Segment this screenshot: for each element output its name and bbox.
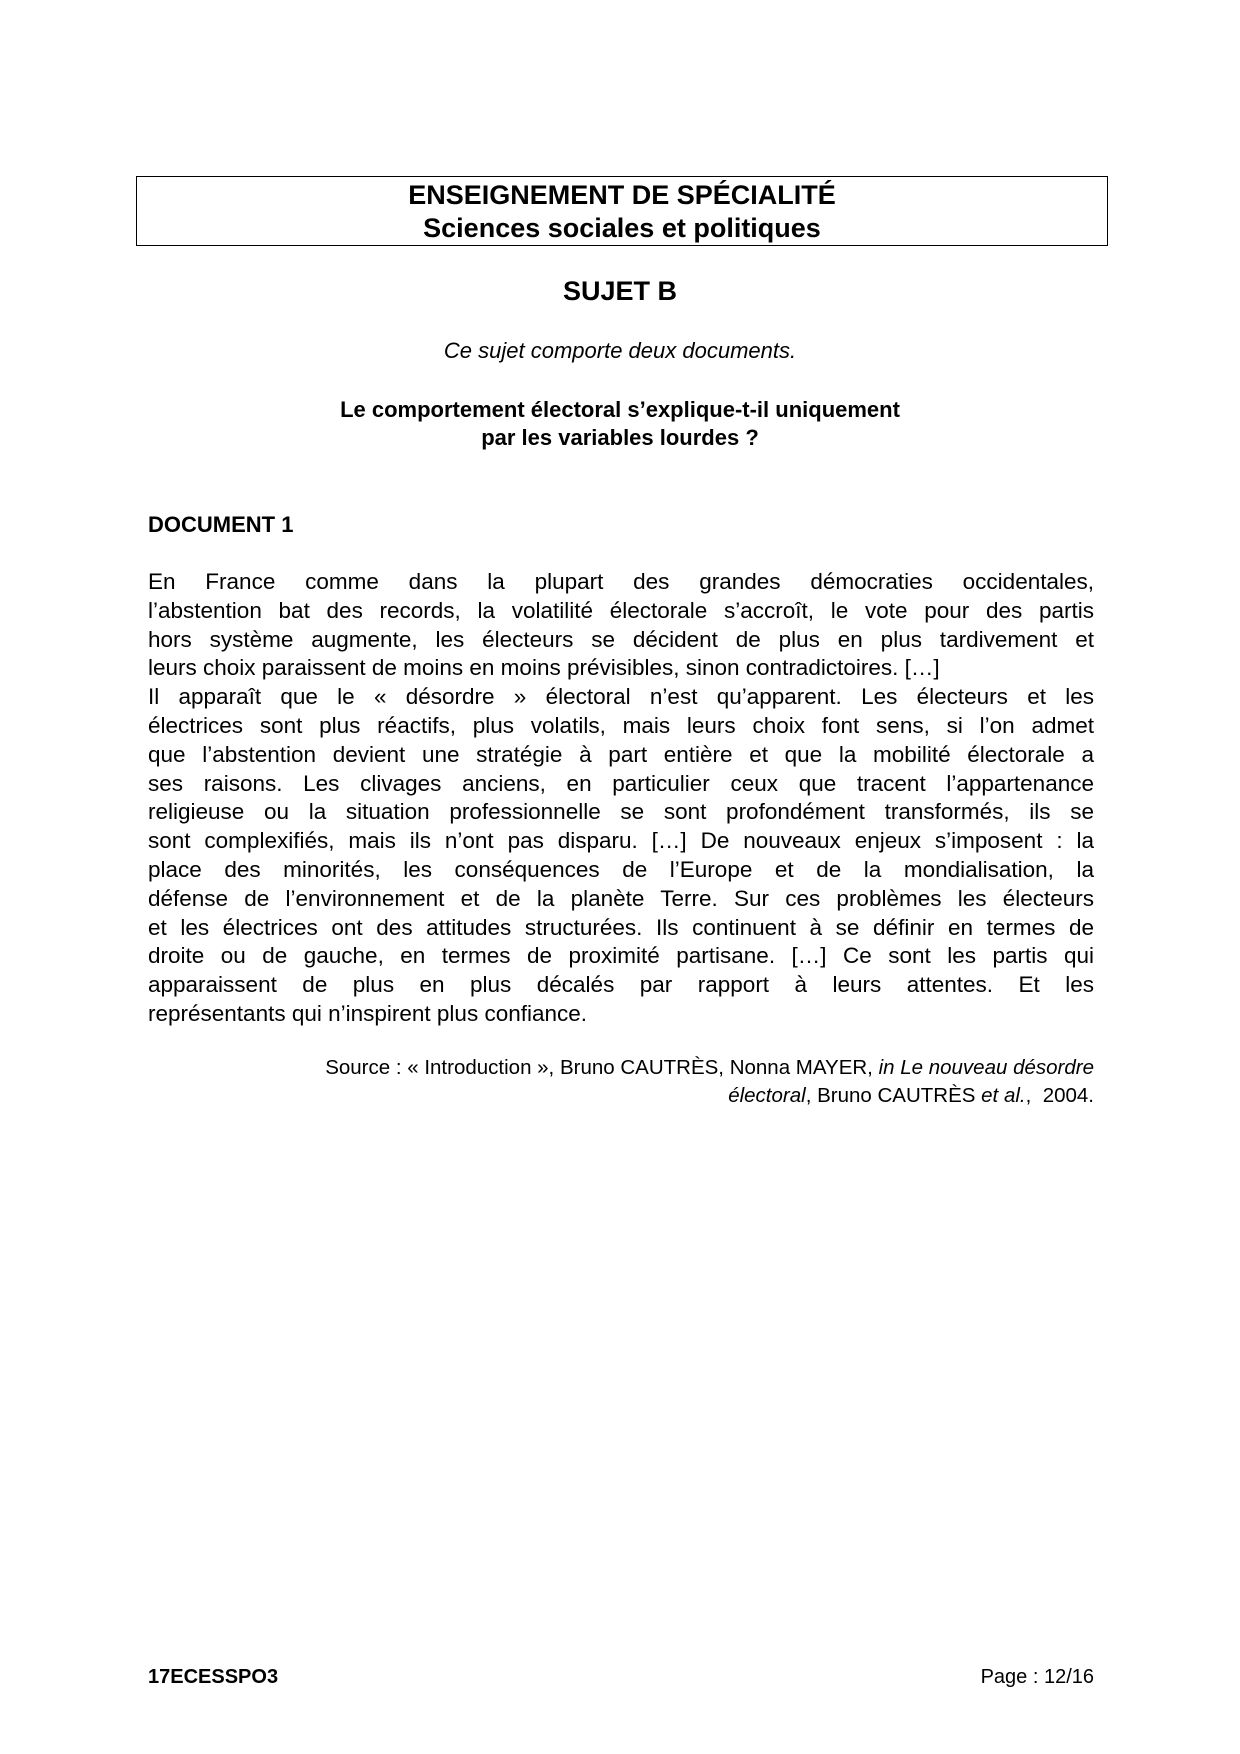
source-prefix: Source : « Introduction », Bruno CAUTRÈS, Nonna MAYER, xyxy=(325,1056,879,1079)
footer-code: 17ECESSPO3 xyxy=(148,1666,279,1688)
body-line: sont complexifiés, mais ils n’ont pas disparu. […] De nouveaux enjeux s’imposent : la xyxy=(148,828,1094,854)
body-line: Il apparaît que le « désordre » électoral n’est qu’apparent. Les électeurs et les xyxy=(148,684,1094,710)
source-year: , 2004. xyxy=(1025,1084,1094,1107)
body-line: l’abstention bat des records, la volatilité électorale s’accroît, le vote pour des partis xyxy=(148,597,1094,623)
body-line: leurs choix paraissent de moins en moins prévisibles, sinon contradictoires. […] xyxy=(148,655,940,681)
body-line: religieuse ou la situation professionnelle se sont profondément transformés, ils se xyxy=(148,799,1094,825)
question-line-2: par les variables lourdes ? xyxy=(481,425,759,450)
source-line-2 xyxy=(148,1082,1094,1110)
question xyxy=(0,396,1240,452)
body-line: apparaissent de plus en plus décalés par rapport à leurs attentes. Et les xyxy=(148,972,1094,998)
body-line: que l’abstention devient une stratégie à part entière et que la mobilité électorale a xyxy=(148,741,1094,767)
body-line: représentants qui n’inspirent plus confiance. xyxy=(148,1000,588,1026)
header-title: ENSEIGNEMENT DE SPÉCIALITÉ xyxy=(408,180,836,210)
source-authors: , Bruno CAUTRÈS xyxy=(805,1084,982,1107)
body-line: En France comme dans la plupart des grandes démocraties occidentales, xyxy=(148,569,1094,594)
body-line: et les électrices ont des attitudes structurées. Ils continuent à se définir en termes de xyxy=(148,914,1094,940)
source-etal: et al. xyxy=(981,1084,1026,1107)
header-subtitle: Sciences sociales et politiques xyxy=(423,213,821,243)
question-line-1: Le comportement électoral s’explique-t-il uniquement xyxy=(340,397,900,422)
document-body xyxy=(148,568,1094,1029)
source-in-title: in Le nouveau désordre xyxy=(878,1056,1094,1079)
header-box xyxy=(136,176,1108,246)
source-citation xyxy=(148,1054,1094,1110)
sujet-title: SUJET B xyxy=(562,276,678,306)
body-line: droite ou de gauche, en termes de proximité partisane. […] Ce sont les partis qui xyxy=(148,943,1094,969)
source-title-cont: électoral xyxy=(728,1084,806,1107)
body-line: défense de l’environnement et de la planète Terre. Sur ces problèmes les électeurs xyxy=(148,885,1094,911)
document-heading: DOCUMENT 1 xyxy=(148,512,294,537)
page-number: Page : 12/16 xyxy=(980,1666,1094,1688)
subject-note: Ce sujet comporte deux documents. xyxy=(443,338,797,363)
body-line: place des minorités, les conséquences de l’Europe et de la mondialisation, la xyxy=(148,856,1094,882)
source-line-1 xyxy=(148,1054,1094,1082)
body-line: hors système augmente, les électeurs se décident de plus en plus tardivement et xyxy=(148,626,1094,652)
body-line: électrices sont plus réactifs, plus volatils, mais leurs choix font sens, si l’on admet xyxy=(148,712,1094,738)
body-line: ses raisons. Les clivages anciens, en particulier ceux que tracent l’appartenance xyxy=(148,770,1094,796)
